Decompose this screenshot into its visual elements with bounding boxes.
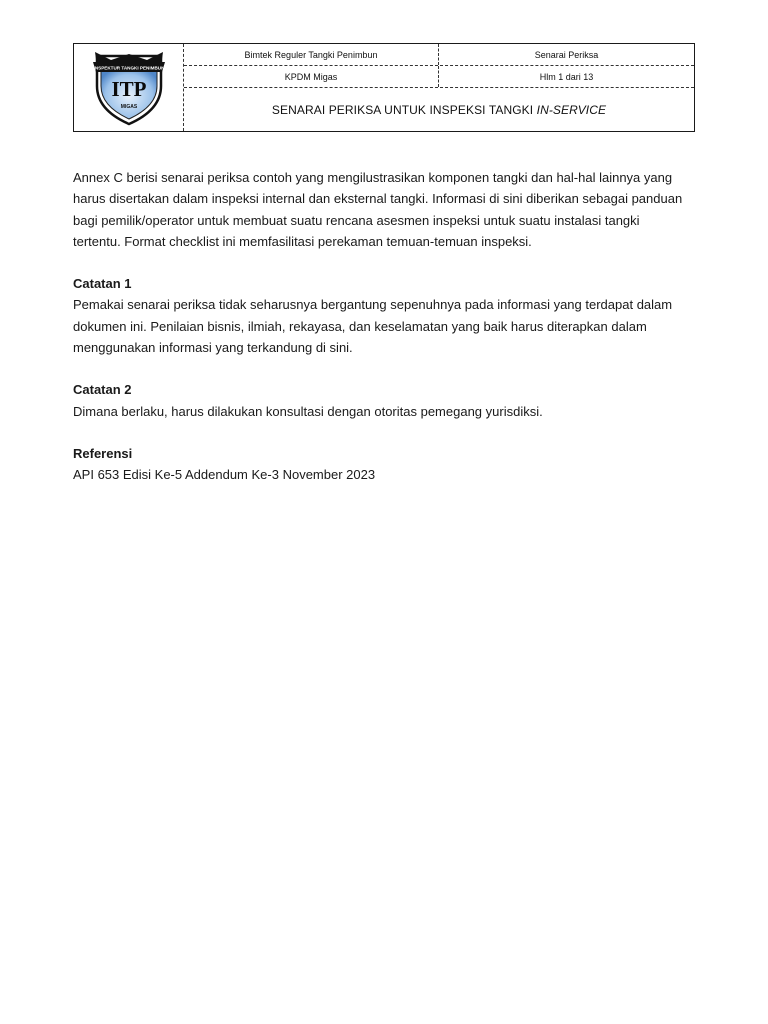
- header-row-1: [184, 44, 694, 66]
- page-number: Hlm 1 dari 13: [539, 71, 594, 82]
- note1-paragraph: Pemakai senarai periksa tidak seharusnya bergantung sepenuhnya pada informasi yang terdapat dalam dokumen ini. Penilaian bisnis, ilmiah, rekayasa, dan keselamatan yang baik harus diterapkan dalam menggunakan informasi yang terkandung di sini.: [73, 297, 673, 356]
- itp-migas-logo: [89, 48, 169, 128]
- doc-type: Senarai Periksa: [534, 49, 599, 60]
- intro-paragraph: Annex C berisi senarai periksa contoh yang mengilustrasikan komponen tangki dan hal-hal lainnya yang harus disertakan dalam inspeksi internal dan eksternal tangki. Informasi di sini diberikan sebagai panduan bagi pemilik/operator untuk membuat suatu rencana asesmen inspeksi untuk suatu instalasi tangki tertentu. Format checklist ini memfasilitasi perekaman temuan-temuan inspeksi.: [73, 170, 683, 249]
- course-name: Bimtek Reguler Tangki Penimbun: [184, 44, 439, 65]
- header-info: [184, 44, 694, 131]
- document-body: [73, 167, 688, 486]
- note2-heading: Catatan 2: [73, 382, 132, 398]
- logo-cell: [74, 44, 184, 131]
- title-italic: IN-SERVICE: [536, 102, 607, 117]
- reference-heading: Referensi: [73, 445, 133, 461]
- logo-sub-text: MIGAS: [120, 103, 137, 110]
- organizer: KPDM Migas: [184, 66, 439, 87]
- note1-heading: Catatan 1: [73, 276, 132, 292]
- reference-text: API 653 Edisi Ke-5 Addendum Ke-3 November 2023: [73, 467, 376, 483]
- document-header: [73, 43, 695, 132]
- title-plain: SENARAI PERIKSA UNTUK INSPEKSI TANGKI: [271, 102, 537, 117]
- document-title: [184, 88, 694, 131]
- logo-main-text: ITP: [110, 76, 147, 101]
- header-row-2: [184, 66, 694, 88]
- logo-banner-text: INSPEKTUR TANGKI PENIMBUN: [93, 65, 164, 70]
- note2-paragraph: Dimana berlaku, harus dilakukan konsultasi dengan otoritas pemegang yurisdiksi.: [73, 403, 543, 419]
